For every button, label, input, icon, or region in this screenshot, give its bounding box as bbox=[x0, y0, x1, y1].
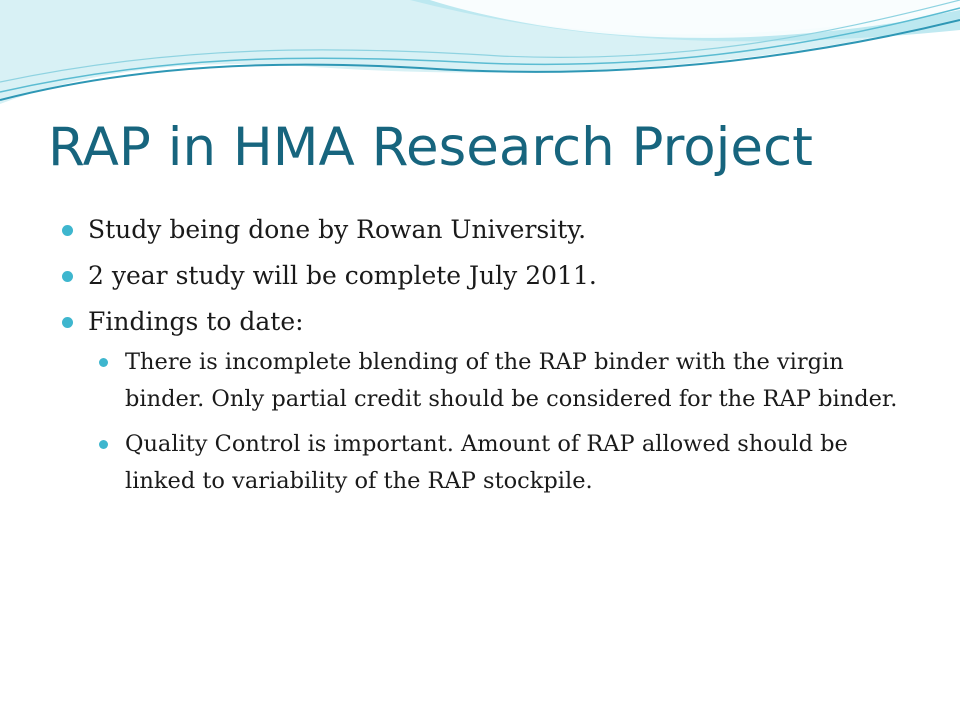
sub-bullet-text: There is incomplete blending of the RAP binder with the virgin binder. Only partial credit should be considered for the RAP binder. bbox=[125, 349, 898, 412]
bullet-text: Study being done by Rowan University. bbox=[88, 215, 587, 244]
bullet-item bbox=[62, 304, 922, 499]
slide-title: RAP in HMA Research Project bbox=[48, 117, 813, 178]
bullet-list bbox=[62, 212, 922, 509]
bullet-item bbox=[62, 258, 922, 294]
sub-bullet-dot-icon bbox=[99, 440, 108, 449]
sub-bullet-text: Quality Control is important. Amount of RAP allowed should be linked to variability of the RAP stockpile. bbox=[125, 431, 848, 494]
bullet-text: Findings to date: bbox=[88, 307, 304, 336]
bullet-item bbox=[62, 212, 922, 248]
bullet-dot-icon bbox=[62, 271, 73, 282]
sub-bullet-list bbox=[99, 344, 899, 499]
bullet-text: 2 year study will be complete July 2011. bbox=[88, 261, 597, 290]
sub-bullet-dot-icon bbox=[99, 358, 108, 367]
sub-bullet-item bbox=[99, 344, 899, 417]
bullet-dot-icon bbox=[62, 317, 73, 328]
bullet-dot-icon bbox=[62, 225, 73, 236]
header-wave-decoration bbox=[0, 0, 960, 120]
sub-bullet-item bbox=[99, 426, 899, 499]
